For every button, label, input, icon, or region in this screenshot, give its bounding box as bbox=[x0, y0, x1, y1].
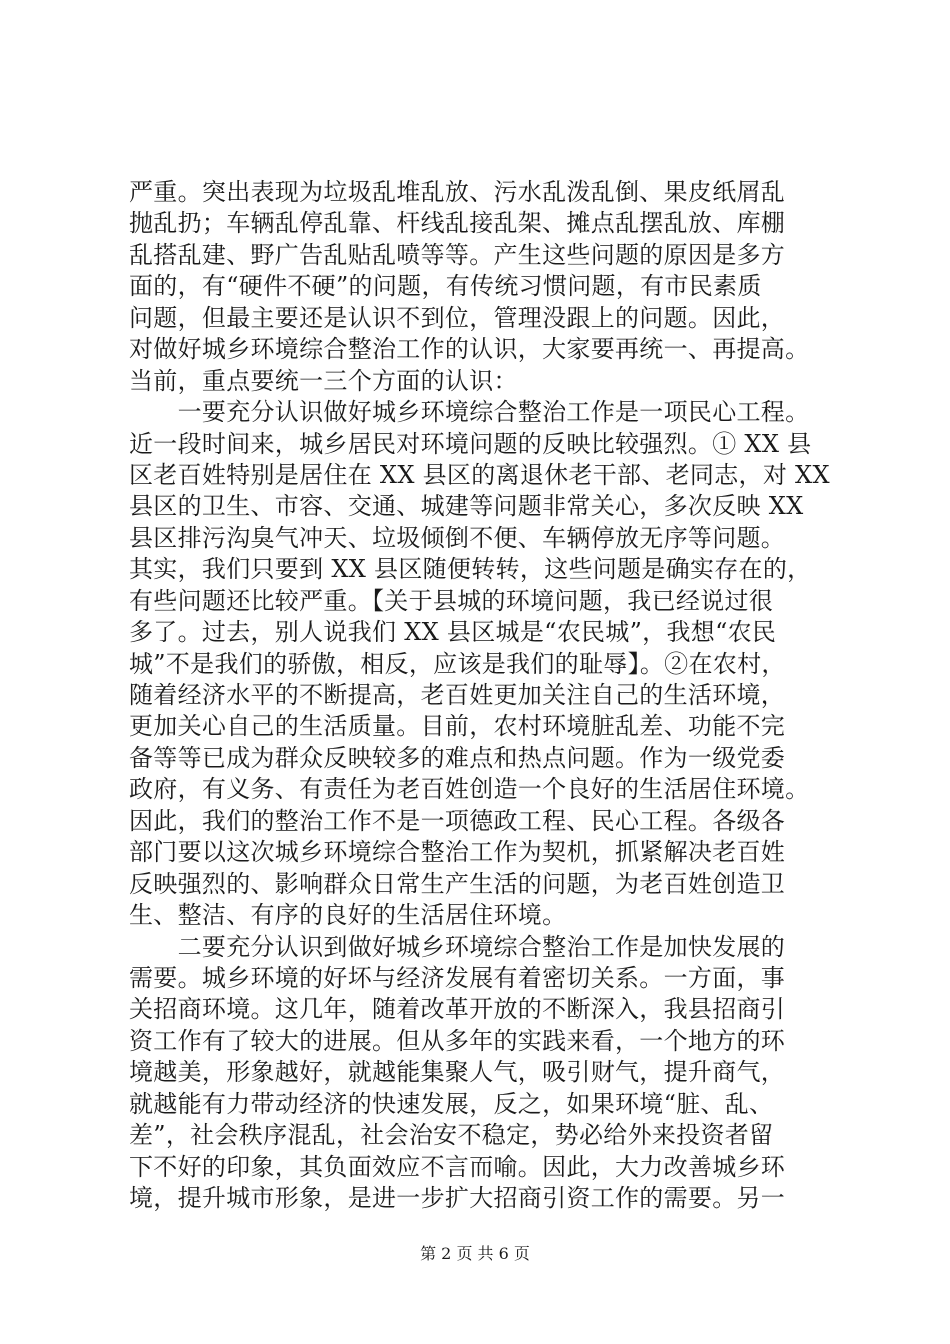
text-line: 反映强烈的、影响群众日常生产生活的问题，为老百姓创造卫 bbox=[129, 869, 786, 898]
text-line: 生、整洁、有序的良好的生活居住环境。 bbox=[129, 901, 567, 930]
text-line: 区老百姓特别是居住在 XX 县区的离退休老干部、老同志，对 XX bbox=[129, 460, 830, 489]
text-line: 县区的卫生、市容、交通、城建等问题非常关心，多次反映 XX bbox=[129, 492, 804, 521]
text-line: 问题，但最主要还是认识不到位，管理没跟上的问题。因此， bbox=[129, 303, 786, 332]
text-line: 就越能有力带动经济的快速发展，反之，如果环境“脏、乱、 bbox=[129, 1089, 774, 1118]
text-line: 资工作有了较大的进展。但从多年的实践来看，一个地方的环 bbox=[129, 1026, 786, 1055]
text-line: 抛乱扔；车辆乱停乱靠、杆线乱接乱架、摊点乱摆乱放、库棚 bbox=[129, 209, 786, 238]
text-line: 备等等已成为群众反映较多的难点和热点问题。作为一级党委 bbox=[129, 743, 786, 772]
page-footer: 第 2 页 共 6 页 bbox=[420, 1244, 530, 1263]
text-line: 因此，我们的整治工作不是一项德政工程、民心工程。各级各 bbox=[129, 806, 786, 835]
text-line: 境，提升城市形象，是进一步扩大招商引资工作的需要。另一 bbox=[129, 1184, 786, 1212]
text-line: 对做好城乡环境综合整治工作的认识，大家要再统一、再提高。 bbox=[129, 335, 810, 364]
text-line: 部门要以这次城乡环境综合整治工作为契机，抓紧解决老百姓 bbox=[129, 838, 786, 867]
text-line: 严重。突出表现为垃圾乱堆乱放、污水乱泼乱倒、果皮纸屑乱 bbox=[129, 178, 786, 206]
text-line: 二要充分认识到做好城乡环境综合整治工作是加快发展的 bbox=[129, 932, 786, 961]
text-line: 近一段时间来，城乡居民对环境问题的反映比较强烈。① XX 县 bbox=[129, 429, 812, 458]
text-line: 城”不是我们的骄傲，相反，应该是我们的耻辱】。②在农村， bbox=[129, 649, 786, 678]
text-line: 随着经济水平的不断提高，老百姓更加关注自己的生活环境， bbox=[129, 681, 786, 709]
text-line: 县区排污沟臭气冲天、垃圾倾倒不便、车辆停放无序等问题。 bbox=[129, 523, 786, 552]
text-line: 当前，重点要统一三个方面的认识： bbox=[129, 366, 518, 395]
text-line: 境越美，形象越好，就越能集聚人气，吸引财气，提升商气， bbox=[129, 1058, 786, 1087]
text-line: 政府，有义务、有责任为老百姓创造一个良好的生活居住环境。 bbox=[129, 775, 810, 804]
text-line: 面的，有“硬件不硬”的问题，有传统习惯问题，有市民素质 bbox=[129, 272, 762, 301]
text-line: 关招商环境。这几年，随着改革开放的不断深入，我县招商引 bbox=[129, 995, 786, 1024]
text-line: 一要充分认识做好城乡环境综合整治工作是一项民心工程。 bbox=[129, 398, 810, 427]
text-line: 需要。城乡环境的好坏与经济发展有着密切关系。一方面，事 bbox=[129, 963, 786, 992]
body-text bbox=[129, 177, 843, 1214]
text-line: 其实，我们只要到 XX 县区随便转转，这些问题是确实存在的， bbox=[129, 555, 812, 584]
text-line: 下不好的印象，其负面效应不言而喻。因此，大力改善城乡环 bbox=[129, 1152, 786, 1181]
text-line: 多了。过去，别人说我们 XX 县区城是“农民城”，我想“农民 bbox=[129, 618, 777, 647]
text-line: 乱搭乱建、野广告乱贴乱喷等等。产生这些问题的原因是多方 bbox=[129, 240, 786, 269]
text-line: 更加关心自己的生活质量。目前，农村环境脏乱差、功能不完 bbox=[129, 712, 786, 741]
text-line: 差”，社会秩序混乱，社会治安不稳定，势必给外来投资者留 bbox=[129, 1121, 774, 1150]
text-line: 有些问题还比较严重。【关于县城的环境问题，我已经说过很 bbox=[129, 586, 774, 615]
